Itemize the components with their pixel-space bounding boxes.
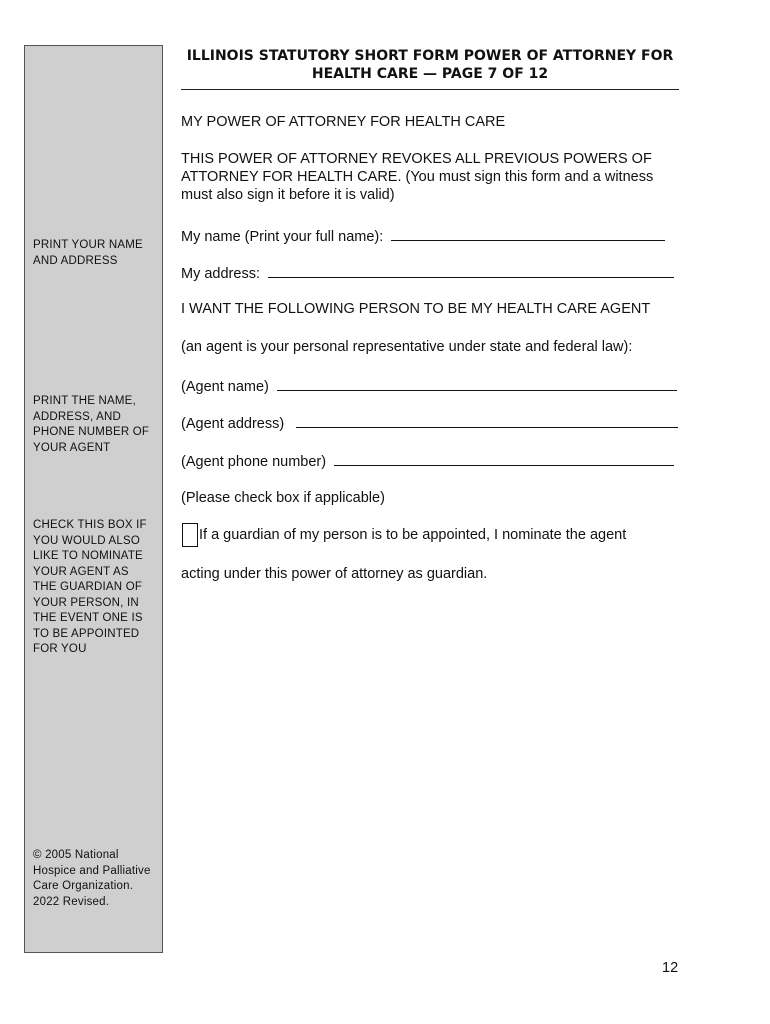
name-row (181, 226, 665, 246)
agent-name-field[interactable] (277, 376, 677, 391)
address-row (181, 263, 674, 283)
address-label: My address: (181, 266, 260, 282)
sidebar-note-guardian: CHECK THIS BOX IF YOU WOULD ALSO LIKE TO NOMINATE YOUR AGENT AS THE GUARDIAN OF YOUR PERSON, IN THE EVENT ONE IS TO BE APPOINTED FOR YOU (33, 519, 147, 655)
agent-definition: (an agent is your personal representative under state and federal law): (181, 339, 633, 355)
sidebar-note-name-address: PRINT YOUR NAME AND ADDRESS (33, 239, 143, 267)
guardian-nomination-text: If a guardian of my person is to be appointed, I nominate the agent (199, 527, 627, 543)
guardian-nomination-text-cont: acting under this power of attorney as guardian. (181, 566, 488, 582)
copyright-notice: © 2005 National Hospice and Palliative Care Organization. 2022 Revised. (33, 849, 151, 908)
sidebar-note-agent: PRINT THE NAME, ADDRESS, AND PHONE NUMBER OF YOUR AGENT (33, 395, 150, 454)
page-title: ILLINOIS STATUTORY SHORT FORM POWER OF ATTORNEY FOR HEALTH CARE — PAGE 7 OF 12 (181, 47, 679, 90)
agent-address-field[interactable] (296, 413, 678, 428)
checkbox-instruction: (Please check box if applicable) (181, 490, 385, 506)
agent-phone-label: (Agent phone number) (181, 454, 327, 470)
agent-address-row (181, 413, 678, 433)
section-heading: MY POWER OF ATTORNEY FOR HEALTH CARE (181, 114, 506, 130)
address-field[interactable] (268, 263, 674, 278)
revocation-statement: THIS POWER OF ATTORNEY REVOKES ALL PREVIOUS POWERS OF ATTORNEY FOR HEALTH CARE. (You must sign this form and a witness must also sign it before it is valid) (181, 151, 654, 203)
agent-name-row (181, 376, 677, 396)
name-label: My name (Print your full name): (181, 229, 384, 245)
agent-address-label: (Agent address) (181, 416, 285, 432)
agent-name-label: (Agent name) (181, 379, 269, 395)
agent-phone-row (181, 451, 674, 471)
name-field[interactable] (391, 226, 665, 241)
guardian-checkbox[interactable] (182, 523, 198, 547)
agent-heading: I WANT THE FOLLOWING PERSON TO BE MY HEALTH CARE AGENT (181, 301, 651, 317)
agent-phone-field[interactable] (334, 451, 674, 466)
page-number: 12 (662, 960, 679, 976)
instructions-sidebar (24, 45, 163, 953)
